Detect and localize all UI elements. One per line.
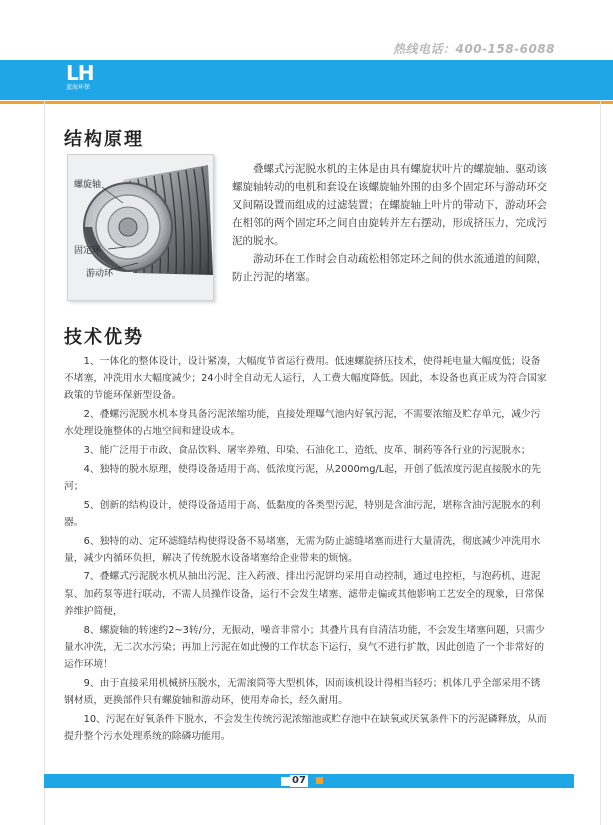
- advantage-item: 6、独特的动、定环滤缝结构使得设备不易堵塞，无需为防止滤缝堵塞而进行大量清洗，彻底减少冲洗用水量，减少内循环负担，解决了传统脱水设备堵塞给企业带来的烦恼。: [64, 535, 541, 564]
- advantages-list: [64, 353, 549, 746]
- footer-bar: [44, 774, 574, 788]
- right-margin-rule: [600, 100, 601, 825]
- label-spiral-shaft: 螺旋轴: [74, 180, 102, 190]
- structure-description: [232, 160, 547, 286]
- label-fixed-ring: 固定环: [74, 246, 102, 256]
- advantage-item: 7、叠螺式污泥脱水机从抽出污泥、注入药液、排出污泥饼均采用自动控制，通过电控柜，与泡药机、进泥泵、加药泵等进行联动，不需人员操作设备，运行不会发生堵塞、滤带走偏或其他影响工艺安全的现象，日常保养维护简便，: [64, 571, 545, 617]
- advantage-item: 9、由于直接采用机械挤压脱水，无需滚筒等大型机体，因而该机设计得相当轻巧；机体几乎全部采用不锈钢材质，更换部件只有螺旋轴和游动环，使用寿命长，经久耐用。: [64, 677, 541, 706]
- advantage-item: 10、污泥在好氧条件下脱水，不会发生传统污泥浓缩池或贮存池中在缺氧或厌氧条件下的污泥磷释放，从而提升整个污水处理系统的除磷功能用。: [64, 713, 547, 742]
- structure-paragraph: 叠螺式污泥脱水机的主体是由具有螺旋状叶片的螺旋轴、驱动该螺旋轴转动的电机和套设在该螺旋轴外围的由多个固定环与游动环交叉间隔设置而组成的过滤装置；在螺旋轴上叶片的带动下，游动环会在相邻的两个固定环之间自由旋转并左右摆动，形成挤压力，完成污泥的脱水。: [232, 163, 547, 247]
- left-margin-rule: [44, 100, 45, 825]
- advantage-item: 2、叠螺污泥脱水机本身具备污泥浓缩功能，直接处理曝气池内好氧污泥，不需要浓缩及贮存单元，减少污水处理设施整体的占地空间和建设成本。: [64, 409, 541, 438]
- section-title-structure: 结构原理: [64, 129, 144, 150]
- logo-mark: LH: [66, 61, 94, 85]
- page-number: 07: [292, 775, 306, 786]
- advantage-item: 1、一体化的整体设计，设计紧凑，大幅度节省运行费用。低速螺旋挤压技术，使得耗电量大幅度低；设备不堵塞，冲洗用水大幅度减少；24小时全自动无人运行，人工费大幅度降低。因此，本设备也真正成为符合国家政策的节能环保新型设备。: [64, 356, 547, 402]
- advantage-item: 3、能广泛用于市政、食品饮料、屠宰养殖、印染、石油化工、造纸、皮革、制药等各行业的污泥脱水；: [83, 445, 531, 457]
- company-logo: [66, 62, 100, 94]
- advantage-item: 4、独特的脱水原理，使得设备适用于高、低浓度污泥，从2000mg/L起，开创了低浓度污泥直接脱水的先河；: [64, 463, 541, 492]
- advantage-item: 8、螺旋轴的转速约2~3转/分，无振动，噪音非常小；其叠片具有自清洁功能，不会发生堵塞问题，只需少量水冲洗，无二次水污染；再加上污泥在如此慢的工作状态下运行，臭气不进行扩散，因此创造了一个非常好的运作环境！: [64, 624, 545, 670]
- logo-subtitle: 蓝海环保: [66, 84, 91, 91]
- section-title-advantages: 技术优势: [64, 327, 144, 348]
- dewatering-machine-photo: [67, 154, 214, 301]
- label-moving-ring: 游动环: [86, 269, 114, 279]
- hotline-text: 热线电话：400-158-6088: [393, 42, 555, 56]
- footer-square-white: [281, 777, 290, 786]
- footer-square-orange: [316, 777, 323, 784]
- header-accent-stripe: [0, 101, 613, 104]
- advantage-item: 5、创新的结构设计，使得设备适用于高、低黏度的各类型污泥，特别是含油污泥，堪称含油污泥脱水的利器。: [64, 499, 541, 528]
- structure-paragraph: 游动环在工作时会自动疏松相邻定环之间的供水流通道的间隙，防止污泥的堵塞。: [232, 253, 547, 283]
